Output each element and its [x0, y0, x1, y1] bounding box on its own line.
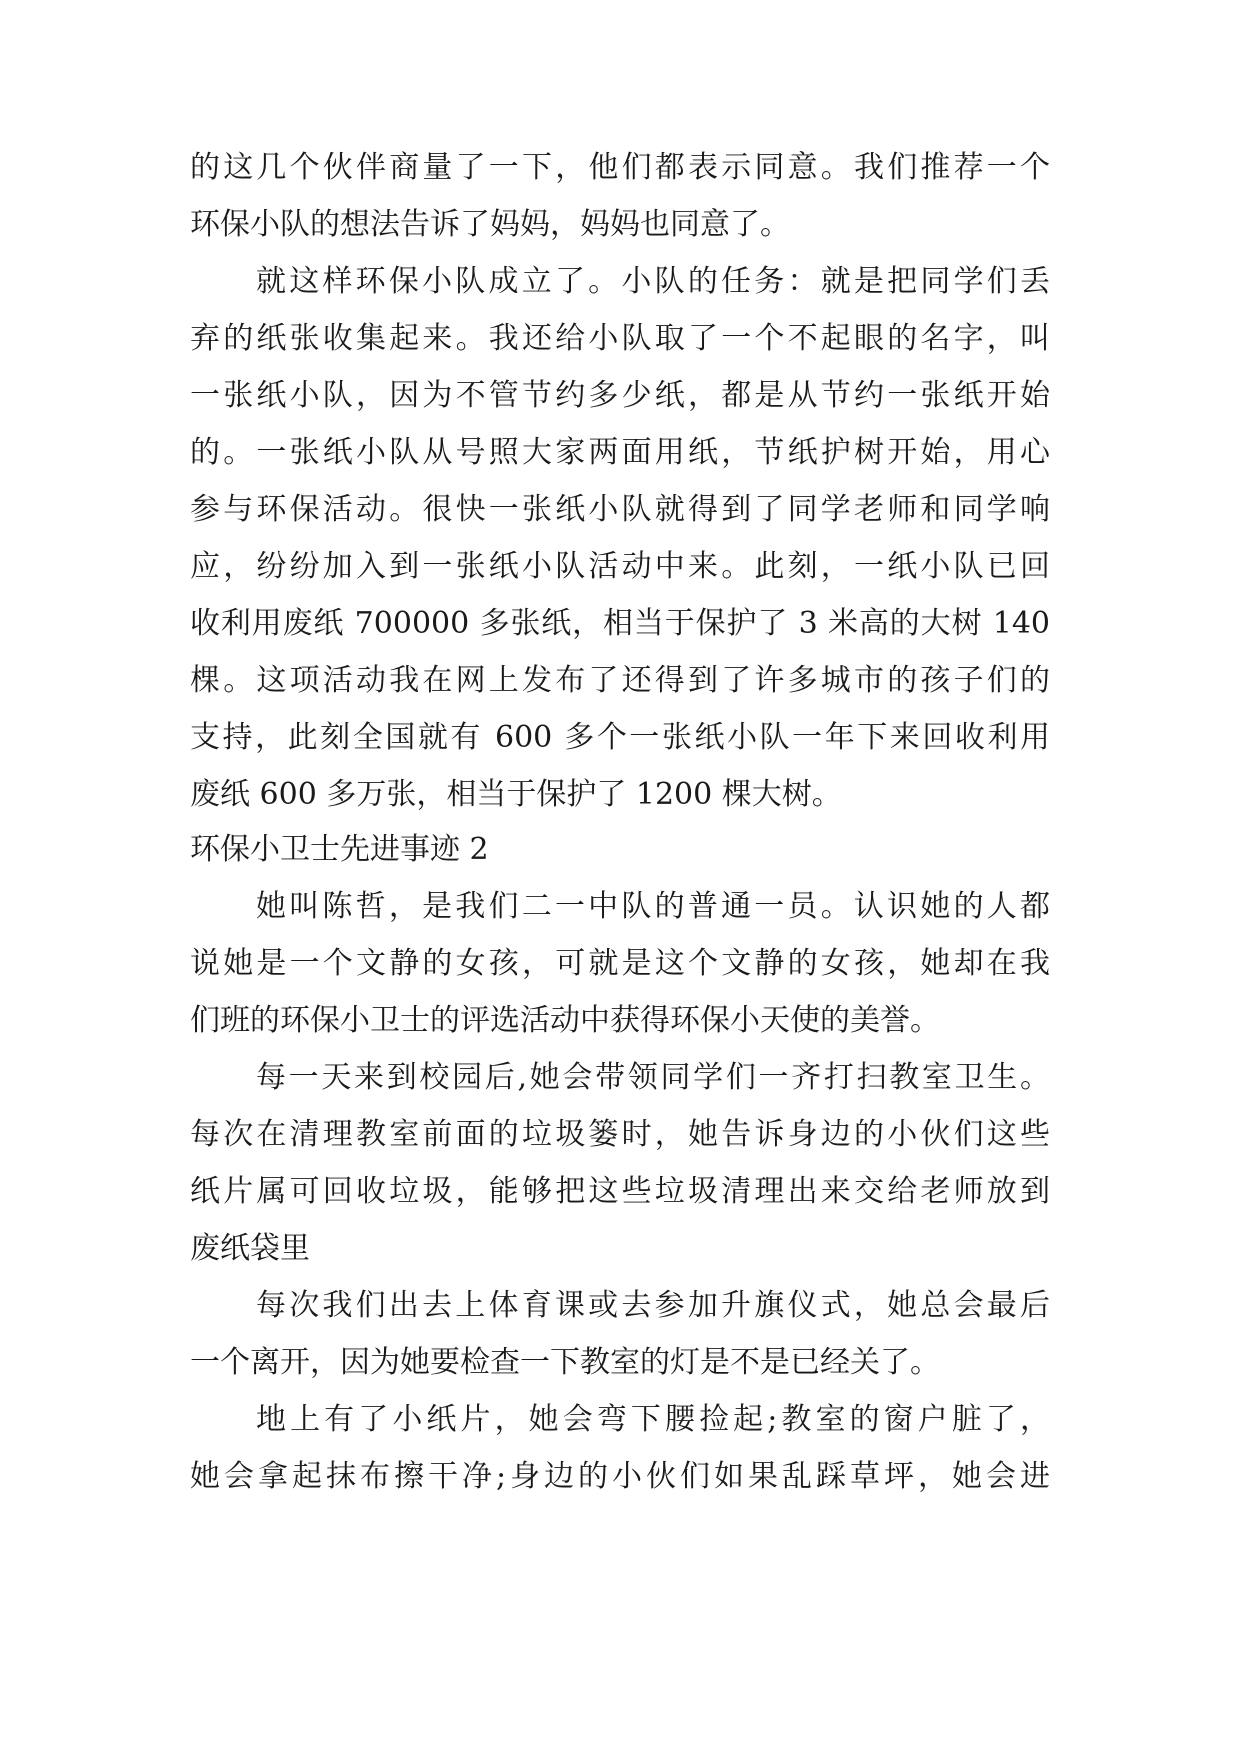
text-line: 应，纷纷加入到一张纸小队活动中来。此刻，一纸小队已回: [190, 549, 1050, 584]
text-line: 废纸袋里: [190, 1231, 310, 1266]
text-line: 弃的纸张收集起来。我还给小队取了一个不起眼的名字，叫: [190, 321, 1050, 356]
text-line: 支持，此刻全国就有 600 多个一张纸小队一年下来回收利用: [190, 720, 1050, 755]
text-line: 的。一张纸小队从号照大家两面用纸，节纸护树开始，用心: [190, 435, 1050, 470]
text-line: 环保小队的想法告诉了妈妈，妈妈也同意了。: [190, 207, 790, 242]
text-line: 一个离开，因为她要检查一下教室的灯是不是已经关了。: [190, 1345, 940, 1380]
text-line: 的这几个伙伴商量了一下，他们都表示同意。我们推荐一个: [190, 150, 1050, 185]
paragraph-first-line: 地上有了小纸片，她会弯下腰捡起;教室的窗户脏了，: [256, 1402, 1050, 1437]
paragraph-first-line: 就这样环保小队成立了。小队的任务：就是把同学们丢: [256, 264, 1050, 299]
paragraph-first-line: 每一天来到校园后,她会带领同学们一齐打扫教室卫生。: [256, 1060, 1050, 1095]
text-line: 棵。这项活动我在网上发布了还得到了许多城市的孩子们的: [190, 663, 1050, 698]
text-line: 们班的环保小卫士的评选活动中获得环保小天使的美誉。: [190, 1003, 940, 1038]
text-line: 参与环保活动。很快一张纸小队就得到了同学老师和同学响: [190, 492, 1050, 527]
text-line: 废纸 600 多万张，相当于保护了 1200 棵大树。: [190, 777, 842, 812]
text-line: 每次在清理教室前面的垃圾篓时，她告诉身边的小伙们这些: [190, 1117, 1050, 1152]
paragraph-first-line: 她叫陈哲，是我们二一中队的普通一员。认识她的人都: [256, 889, 1050, 924]
paragraph-first-line: 每次我们出去上体育课或去参加升旗仪式，她总会最后: [256, 1288, 1050, 1323]
text-line: 她会拿起抹布擦干净;身边的小伙们如果乱踩草坪，她会进: [190, 1459, 1050, 1494]
text-line: 收利用废纸 700000 多张纸，相当于保护了 3 米高的大树 140: [190, 606, 1050, 641]
section-heading: 环保小卫士先进事迹 2: [190, 832, 489, 867]
text-line: 说她是一个文静的女孩，可就是这个文静的女孩，她却在我: [190, 946, 1050, 981]
text-line: 一张纸小队，因为不管节约多少纸，都是从节约一张纸开始: [190, 378, 1050, 413]
text-line: 纸片属可回收垃圾，能够把这些垃圾清理出来交给老师放到: [190, 1174, 1050, 1209]
